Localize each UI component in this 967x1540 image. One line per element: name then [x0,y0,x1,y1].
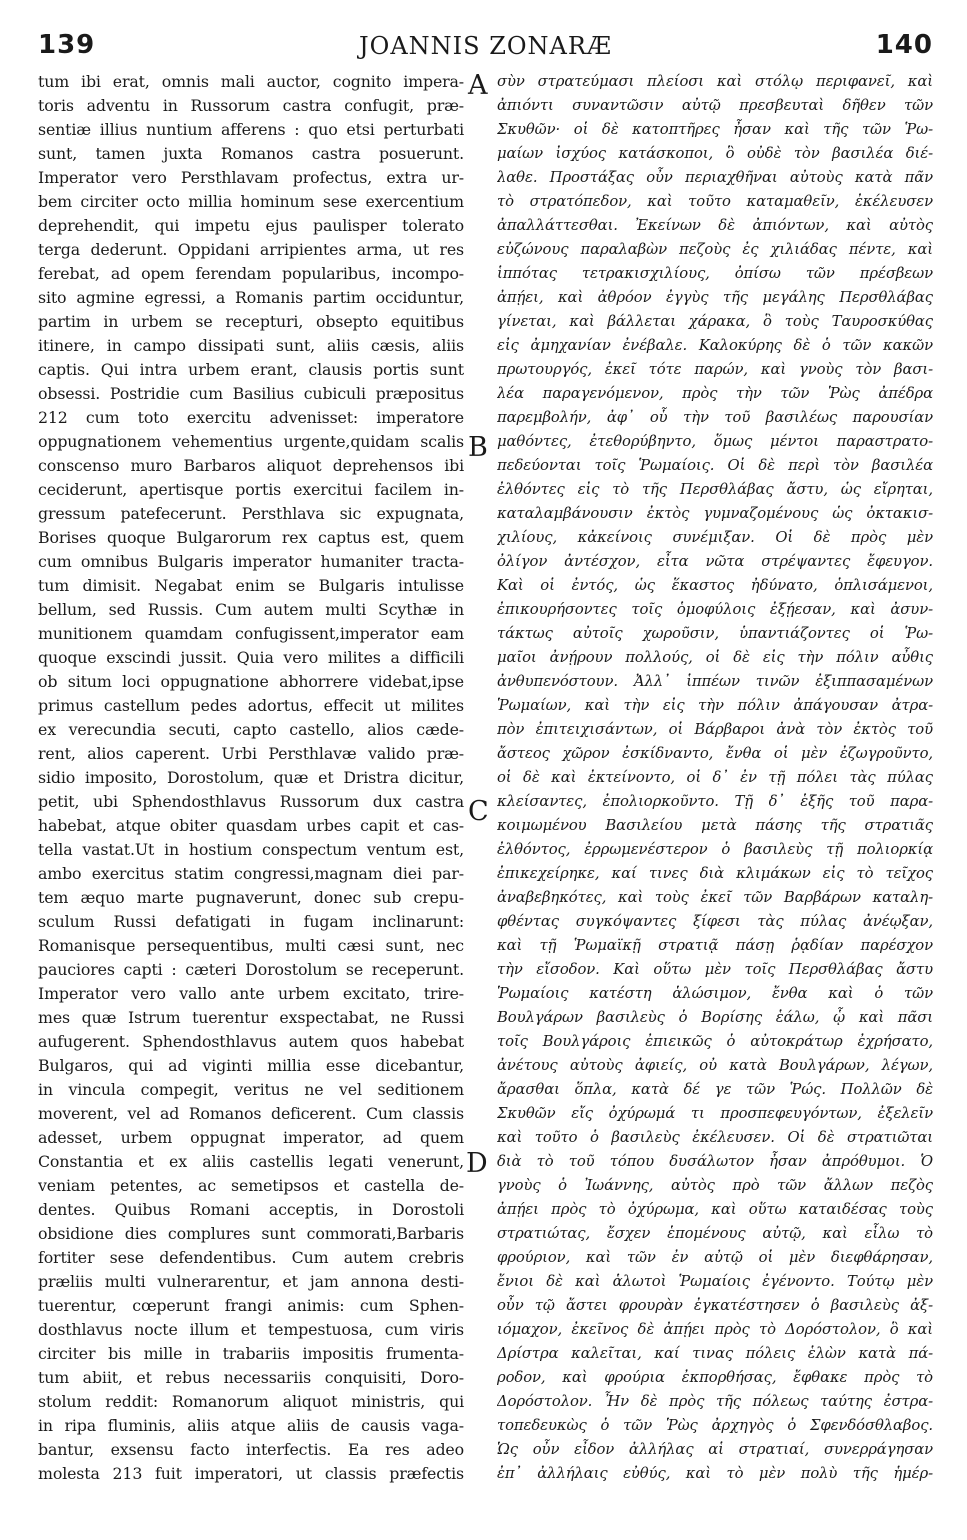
greek-text-line: Δορόστολον. Ἦν δὲ πρὸς τῆς πόλεως ταύτης ἐστρα- [497,1393,933,1410]
latin-text-line: obsidione dies complures sunt commorati,Barbaris [38,1224,464,1243]
latin-text-line: itinere, in campo dissipati sunt, aliis cæsis, aliis [38,336,464,355]
latin-text-line: captis. Qui intra urbem erant, clausis portis sunt [38,360,464,379]
greek-text-line: Σκυθῶν εἴς ὀχύρωμά τι προσπεφευγόντων, ἐξελεῖν [497,1105,933,1122]
greek-text-line: τὴν εἴσοδον. Καὶ οὕτω μὲν τοῖς Περσθλάβας ἄστυ [497,961,933,978]
greek-text-line: ροδον, καὶ φρούρια ἐκπορθήσας, ἔφθακε πρὸς τὸ [497,1369,933,1386]
latin-text-line: ferebat, ad opem ferendam popularibus, incompo- [38,264,464,283]
greek-text-line: οἱ δὲ καὶ ἐκτείνοντο, οἱ δ᾽ ἐν τῇ πόλει τὰς πύλας [497,769,933,786]
latin-text-line: oppugnationem vehementius urgente,quidam scalis [38,432,464,451]
greek-text-line: καὶ τῇ Ῥωμαϊκῇ στρατιᾷ πάσῃ ῥᾳδίαν παρέσχον [497,937,933,954]
greek-text-line: ἐπικεχείρηκε, καί τινες διὰ κλιμάκων εἰς τὸ τεῖχος [497,865,933,882]
latin-text-line: in ripa fluminis, aliis atque aliis de causis vaga- [38,1416,464,1435]
latin-text-line: terga dederunt. Oppidani arripientes arma, ut res [38,240,464,259]
greek-text-line: Ὡς οὖν εἶδον ἀλλήλας αἱ στρατιαί, συνερράγησαν [497,1441,933,1458]
latin-text-line: obsessi. Postridie cum Basilius cubiculi præpositus [38,384,464,403]
latin-text-line: partim in urbem se recepturi, obsepto equitibus [38,312,464,331]
greek-text-line: οὖν τῷ ἄστει φρουρὰν ἐγκατέστησεν ὁ βασιλεὺς ἀξ- [497,1297,933,1314]
latin-text-line: rent, alios caperent. Urbi Persthlavæ valido præ- [38,744,464,763]
running-title: JOANNIS ZONARÆ [359,32,612,60]
latin-column [38,70,464,1486]
latin-text-line: tuerentur, cœperunt frangi animis: cum Sphen- [38,1296,464,1315]
greek-text-line: γνοὺς ὁ Ἰωάννης, αὐτὸς πρὸ τῶν ἄλλων πεζὸς [497,1177,933,1194]
latin-text-line: tella vastat.Ut in hostium conspectum ventum est, [38,840,464,859]
greek-text-line: φρούριον, καὶ τῶν ἐν αὐτῷ οἱ μὲν διεφθάρησαν, [497,1249,933,1266]
greek-text-line: Βουλγάρων βασιλεὺς ὁ Βορίσης ἑάλω, ᾧ καὶ πᾶσι [497,1009,933,1026]
page-header [38,30,933,66]
latin-text-line: Constantia et ex aliis castellis legati venerunt, [38,1152,464,1171]
latin-text-line: bantur, exsensu facto interfectis. Ea res adeo [38,1440,464,1459]
latin-text-line: cum omnibus Bulgaris imperator humaniter tracta- [38,552,464,571]
latin-text-line: sculum Russi defatigati in fugam inclinarunt: [38,912,464,931]
greek-text-line: μαίων ἰσχύος κατάσκοποι, ὃ οὐδὲ τὸν βασιλέα διέ- [497,145,933,162]
greek-text-line: ἀναβεβηκότες, καὶ τοὺς ἐκεῖ τῶν Βαρβάρων καταλη- [497,889,933,906]
greek-text-line: ἀπιόντι συναντῶσιν αὐτῷ πρεσβευταὶ δῆθεν τῶν [497,97,933,114]
greek-text-line: ἄστεος χῶρον ἐσκίδναντο, ἔνθα οἱ μὲν ἐζωγροῦντο, [497,745,933,762]
greek-text-line: εἰς ἀμηχανίαν ἐνέβαλε. Καλοκύρης δὲ ὁ τῶν κακῶν [497,337,933,354]
latin-text-line: aufugerent. Sphendosthlavus autem quos habebat [38,1032,464,1051]
greek-text-line: Σκυθῶν· οἱ δὲ κατοπτῆρες ἦσαν καὶ τῆς τῶν Ῥω- [497,121,933,138]
latin-text-line: Borises quoque Bulgarorum rex captus est, quem [38,528,464,547]
latin-text-line: dosthlavus nocte illum et tempestuosa, cum viris [38,1320,464,1339]
latin-text-line: dentes. Quibus Romani acceptis, in Dorostoli [38,1200,464,1219]
latin-text-line: bellum, sed Russis. Cum autem multi Scythæ in [38,600,464,619]
greek-text-line: καὶ τοῦτο ὁ βασιλεὺς ἐκέλευσεν. Οἱ δὲ στρατιῶται [497,1129,933,1146]
greek-text-line: τοῖς Βουλγάροις ἐπιεικῶς ὁ αὐτοκράτωρ ἐχρήσατο, [497,1033,933,1050]
latin-text-line: petit, ubi Sphendosthlavus Russorum dux castra [38,792,464,811]
page-number-left: 139 [38,30,96,60]
latin-text-line: primus castellum pedes adortus, effecit ut milites [38,696,464,715]
greek-text-line: στρατιώτας, ἔσχεν ἑπομένους αὐτῷ, καὶ εἷλω τὸ [497,1225,933,1242]
greek-text-line: ἐλθόντος, ἐρρωμενέστερον ὁ βασιλεὺς τῇ πολιορκίᾳ [497,841,933,858]
latin-text-line: conscenso muro Barbaros aliquot deprehensos ibi [38,456,464,475]
greek-text-line: τοπεδευκὼς ὁ τῶν Ῥὼς ἀρχηγὸς ὁ Σφενδόσθλαβος. [497,1417,933,1434]
greek-text-line: φθέντας συγκόψαντες ξίφεσι τὰς πύλας ἀνέῳξαν, [497,913,933,930]
greek-text-line: ἀνθυπενόστουν. Ἀλλ᾽ ἱππέων τινῶν ἐξιππασαμένων [497,673,933,690]
greek-text-line: πρωτουργός, ἐκεῖ τότε παρών, καὶ γνοὺς τὸν βασι- [497,361,933,378]
latin-text-line: tem æquo marte pugnaverunt, donec sub crepu- [38,888,464,907]
greek-text-line: παρεμβολήν, ἀφ᾽ οὗ τὴν τοῦ βασιλέως παρουσίαν [497,409,933,426]
section-marker-c: C [468,796,489,827]
greek-text-line: τάκτως αὐτοῖς χωροῦσιν, ὑπαντιάζοντες οἱ Ῥω- [497,625,933,642]
greek-text-line: ἄρασθαι ὅπλα, κατὰ δέ γε τῶν Ῥώς. Πολλῶν δὲ [497,1081,933,1098]
latin-text-line: præliis multi vulnerarentur, et jam annona desti- [38,1272,464,1291]
greek-text-line: μαῖοι ἀνῄρουν πολλούς, οἱ δὲ εἰς τὴν πόλιν αὖθις [497,649,933,666]
latin-text-line: moverent, vel ad Romanos deficerent. Cum classis [38,1104,464,1123]
greek-text-line: κοιμωμένου Βασιλείου μετὰ πάσης τῆς στρατιᾶς [497,817,933,834]
greek-text-line: ἀνέτους αὐτοὺς ἀφιείς, οὐ κατὰ Βουλγάρων, λέγων, [497,1057,933,1074]
latin-text-line: sentiæ illius nuntium afferens : quo etsi perturbati [38,120,464,139]
greek-text-line: ὀλίγον ἀντέσχον, εἶτα νῶτα στρέψαντες ἔφευγον. [497,553,933,570]
greek-text-line: πὸν ἐπιτειχισάντων, οἱ Βάρβαροι ἀνὰ τὸν ἐκτὸς τοῦ [497,721,933,738]
greek-text-line: σὺν στρατεύμασι πλείοσι καὶ στόλῳ περιφανεῖ, καὶ [497,73,933,90]
latin-text-line: tum abiit, et rebus necessariis conquisiti, Doro- [38,1368,464,1387]
greek-text-line: ἔνιοι δὲ καὶ ἁλωτοὶ Ῥωμαίοις ἐγένοντο. Τούτῳ μὲν [497,1273,933,1290]
latin-text-line: stolum reddit: Romanorum aliquot ministris, qui [38,1392,464,1411]
latin-text-line: adesset, urbem oppugnat imperator, ad quem [38,1128,464,1147]
greek-text-line: Ῥωμαίοις κατέστη ἁλώσιμον, ἔνθα καὶ ὁ τῶν [497,985,933,1002]
greek-text-line: χιλίους, κἀκείνοις συνέμιξαν. Οἱ δὲ πρὸς μὲν [497,529,933,546]
greek-text-line: λαθε. Προστάξας οὖν περιαχθῆναι αὐτοὺς κατὰ πᾶν [497,169,933,186]
latin-text-line: ob situm loci oppugnatione abhorrere videbat,ipse [38,672,464,691]
latin-text-line: ceciderunt, apertisque portis exercitui facilem in- [38,480,464,499]
greek-text-line: Δρίστρα καλεῖται, καί τινας πόλεις ἑλὼν κατὰ πά- [497,1345,933,1362]
greek-text-line: πεδεύονται τοῖς Ῥωμαίοις. Οἱ δὲ περὶ τὸν βασιλέα [497,457,933,474]
latin-text-line: toris adventu in Russorum castra confugit, præ- [38,96,464,115]
greek-text-line: ἱππότας τετρακισχιλίους, ὀπίσω τῶν πρέσβεων [497,265,933,282]
latin-text-line: pauciores capti : cæteri Dorostolum se receperunt. [38,960,464,979]
latin-text-line: 212 cum toto exercitu advenisset: imperatore [38,408,464,427]
greek-text-line: ἐπ᾽ ἀλλήλαις εὐθύς, καὶ τὸ μὲν πολὺ τῆς ἡμέρ- [497,1465,933,1482]
greek-text-line: Ῥωμαίων, καὶ τὴν εἰς τὴν πόλιν ἀπάγουσαν ἀτρα- [497,697,933,714]
latin-text-line: Imperator vero Persthlavam profectus, extra ur- [38,168,464,187]
latin-text-line: fortiter sese defendentibus. Cum autem crebris [38,1248,464,1267]
latin-text-line: in vincula compegit, veritus ne vel seditionem [38,1080,464,1099]
greek-text-line: λέα παραγενόμενον, πρὸς τὴν τῶν Ῥὼς ἀπέδρα [497,385,933,402]
latin-text-line: habebat, atque obiter quasdam urbes capit et cas- [38,816,464,835]
latin-text-line: tum ibi erat, omnis mali auctor, cognito impera- [38,72,464,91]
latin-text-line: bem circiter octo millia hominum sese exercentium [38,192,464,211]
greek-text-line: ἐπικουρήσοντες τοῖς ὁμοφύλοις ἐξῄεσαν, καὶ ἀσυν- [497,601,933,618]
latin-text-line: deprehendit, qui impetu ejus paulisper tolerato [38,216,464,235]
greek-text-line: Καὶ οἱ ἐντός, ὡς ἕκαστος ἠδύνατο, ὁπλισάμενοι, [497,577,933,594]
page-number-right: 140 [875,30,933,60]
greek-text-line: ἀπαλλάττεσθαι. Ἐκείνων δὲ ἀπιόντων, καὶ αὐτὸς [497,217,933,234]
latin-text-line: sidio imposito, Dorostolum, quæ et Dristra dicitur, [38,768,464,787]
latin-text-line: veniam petentes, ac semetipsos et castella de- [38,1176,464,1195]
greek-text-line: καταλαμβάνουσιν ἐκτὸς γυμναζομένους ὡς ὀκτακισ- [497,505,933,522]
greek-text-line: ἀπῄει, καὶ ἀθρόον ἐγγὺς τῆς μεγάλης Περσθλάβας [497,289,933,306]
latin-text-line: sunt, tamen juxta Romanos castra posuerunt. [38,144,464,163]
latin-text-line: sito agmine egressi, a Romanis partim occiduntur, [38,288,464,307]
latin-text-line: Bulgaros, qui ad viginti millia esse dicebantur, [38,1056,464,1075]
latin-text-line: quoque exscindi jussit. Quia vero milites a difficili [38,648,464,667]
greek-text-line: εὐζώνους παραλαβὼν πεζοὺς ἐς χιλιάδας πέντε, καὶ [497,241,933,258]
latin-text-line: molesta 213 fuit imperatori, ut classis præfectis [38,1464,464,1483]
latin-text-line: munitionem quamdam confugissent,imperator eam [38,624,464,643]
greek-text-line: ἀπῄει πρὸς τὸ ὀχύρωμα, καὶ οὕτω καταιδέσας τοὺς [497,1201,933,1218]
greek-text-line: τὸ στρατόπεδον, καὶ τοῦτο καταμαθεῖν, ἐκέλευσεν [497,193,933,210]
latin-text-line: Romanisque persequentibus, multi cæsi sunt, nec [38,936,464,955]
greek-text-line: γίνεται, καὶ βάλλεται χάρακα, ὃ τοὺς Ταυροσκύθας [497,313,933,330]
greek-text-line: ιόμαχον, ἐκεῖνος δὲ ἀπῄει πρὸς τὸ Δορόστολον, ὃ καὶ [497,1321,933,1338]
latin-text-line: gressum patefecerunt. Persthlava sic expugnata, [38,504,464,523]
latin-text-line: ambo exercitus statim congressi,magnam diei par- [38,864,464,883]
greek-text-line: μαθόντες, ἐτεθορύβηντο, ὅμως μέντοι παραστρατο- [497,433,933,450]
greek-text-line: κλείσαντες, ἐπολιορκοῦντο. Τῇ δ᾽ ἑξῆς τοῦ παρα- [497,793,933,810]
section-marker-d: D [466,1148,488,1179]
latin-text-line: mes quæ Istrum tuerentur exspectabat, ne Russi [38,1008,464,1027]
section-marker-a: A [468,70,488,101]
latin-text-line: circiter bis mille in trabariis impositis frumenta- [38,1344,464,1363]
latin-text-line: ex verecundia secuti, capto castello, alios cæde- [38,720,464,739]
greek-text-line: ἐλθόντες εἰς τὸ τῆς Περσθλάβας ἄστυ, ὡς εἴρηται, [497,481,933,498]
greek-text-line: διὰ τὸ τοῦ τόπου δυσάλωτον ἦσαν ἀπρόθυμοι. Ὁ [497,1153,933,1170]
greek-column [497,70,933,1486]
latin-text-line: Imperator vero vallo ante urbem excitato, trire- [38,984,464,1003]
latin-text-line: tum dimisit. Negabat enim se Bulgaris intulisse [38,576,464,595]
section-marker-b: B [468,432,488,463]
